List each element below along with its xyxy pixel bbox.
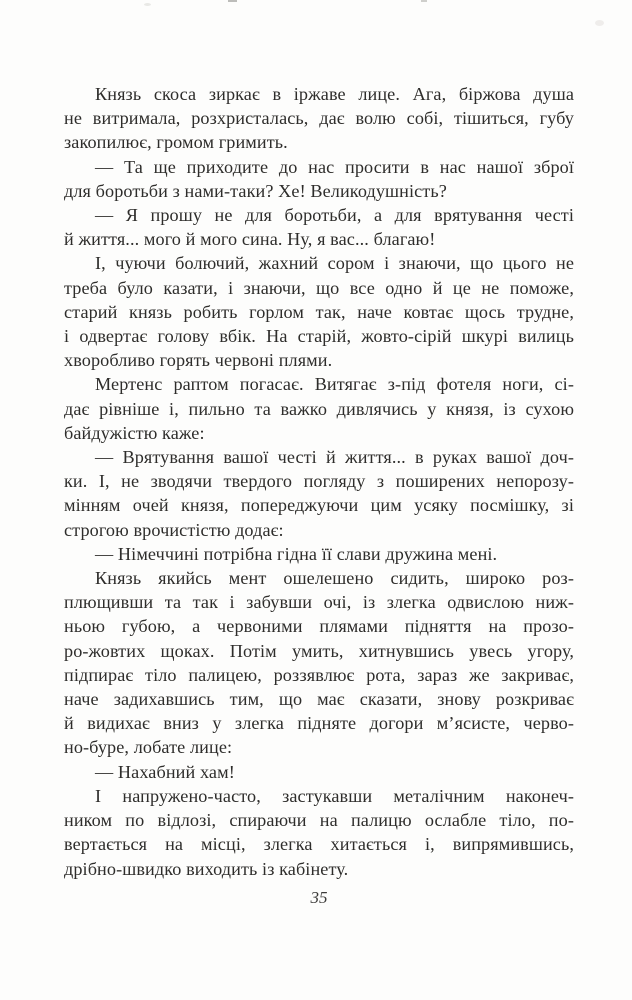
paragraph bbox=[64, 566, 574, 760]
scan-speck bbox=[595, 20, 604, 26]
text-line: — Німеччині потрібна гідна її слави дружина мені. bbox=[95, 543, 498, 564]
scan-speck bbox=[421, 0, 427, 2]
scan-speck bbox=[144, 3, 151, 6]
text-line: мінням очей князя, попереджуючи цим усяку посмішку, зі bbox=[64, 495, 574, 516]
text-line: дрібно-швидко виходить із кабінету. bbox=[64, 858, 349, 879]
paragraph bbox=[64, 760, 574, 784]
text-line: — Нахабний хам! bbox=[95, 761, 235, 782]
text-line: дає рівніше і, пильно та важко дивлячись у князя, із сухою bbox=[64, 398, 574, 419]
paragraph bbox=[64, 203, 574, 251]
text-line: для боротьби з нами-таки? Хе! Великодушність? bbox=[64, 180, 447, 201]
paragraph bbox=[64, 155, 574, 203]
paragraph bbox=[64, 82, 574, 155]
text-line: — Та ще приходите до нас просити в нас нашої зброї bbox=[95, 156, 574, 177]
text-line: Князь скоса зиркає в іржаве лице. Ага, біржова душа bbox=[95, 84, 574, 104]
paragraph bbox=[64, 372, 574, 445]
text-line: і одвертає голову вбік. На старій, жовто-сірій шкурі вилиць bbox=[64, 326, 574, 347]
text-line: Мертенс раптом погасає. Витягає з-під фотеля ноги, сі- bbox=[95, 374, 574, 395]
text-line: ки. І, не зводячи твердого погляду з поширених непорозу- bbox=[64, 471, 574, 492]
text-line: — Врятування вашої честі й життя... в руках вашої доч- bbox=[95, 447, 574, 468]
text-line: но-буре, лобате лице: bbox=[64, 737, 233, 758]
text-line: ро-жовтих щоках. Потім умить, хитнувшись увесь угору, bbox=[64, 640, 574, 661]
text-line: плющивши та так і забувши очі, із злегка одвислою ниж- bbox=[64, 592, 574, 613]
text-line: І, чуючи болючий, жахний сором і знаючи, що цього не bbox=[95, 253, 574, 274]
text-block bbox=[64, 82, 574, 881]
text-line: вертається на місці, злегка хитається і, випрямившись, bbox=[64, 834, 574, 855]
text-line: треба було казати, і знаючи, що все одно й це не поможе, bbox=[64, 277, 574, 298]
paragraph bbox=[64, 784, 574, 881]
text-line: хворобливо горять червоні плями. bbox=[64, 350, 333, 371]
text-line: ньою губою, а червоними плямами підняття на прозо- bbox=[64, 616, 574, 637]
paragraph bbox=[64, 251, 574, 372]
text-line: підпирає тіло палицею, роззявлює рота, зараз же закриває, bbox=[64, 664, 574, 685]
text-line: строгою врочистістю додає: bbox=[64, 519, 284, 540]
text-line: старий князь робить горлом так, наче ковтає щось трудне, bbox=[64, 301, 574, 322]
text-line: закопилює, громом гримить. bbox=[64, 132, 288, 153]
text-line: байдужістю каже: bbox=[64, 422, 205, 443]
paragraph bbox=[64, 445, 574, 542]
text-line: наче задихавшись тим, що має сказати, знову розкриває bbox=[64, 689, 574, 710]
paragraph bbox=[64, 542, 574, 566]
text-line: І напружено-часто, застукавши металічним наконеч- bbox=[95, 785, 574, 806]
text-line: не витримала, розхристалась, дає волю собі, тішиться, губу bbox=[64, 108, 574, 129]
text-line: ником по відлозі, спираючи на палицю ослабле тіло, по- bbox=[64, 810, 574, 831]
text-line: й життя... мого й мого сина. Ну, я вас... благаю! bbox=[64, 229, 436, 250]
text-line: Князь якийсь мент ошелешено сидить, широко роз- bbox=[95, 568, 574, 589]
text-line: й видихає вниз у злегка підняте догори м’ясисте, черво- bbox=[64, 713, 574, 734]
text-line: — Я прошу не для боротьби, а для врятування честі bbox=[95, 205, 574, 226]
scan-speck bbox=[228, 0, 237, 2]
page-number: 35 bbox=[310, 888, 328, 907]
